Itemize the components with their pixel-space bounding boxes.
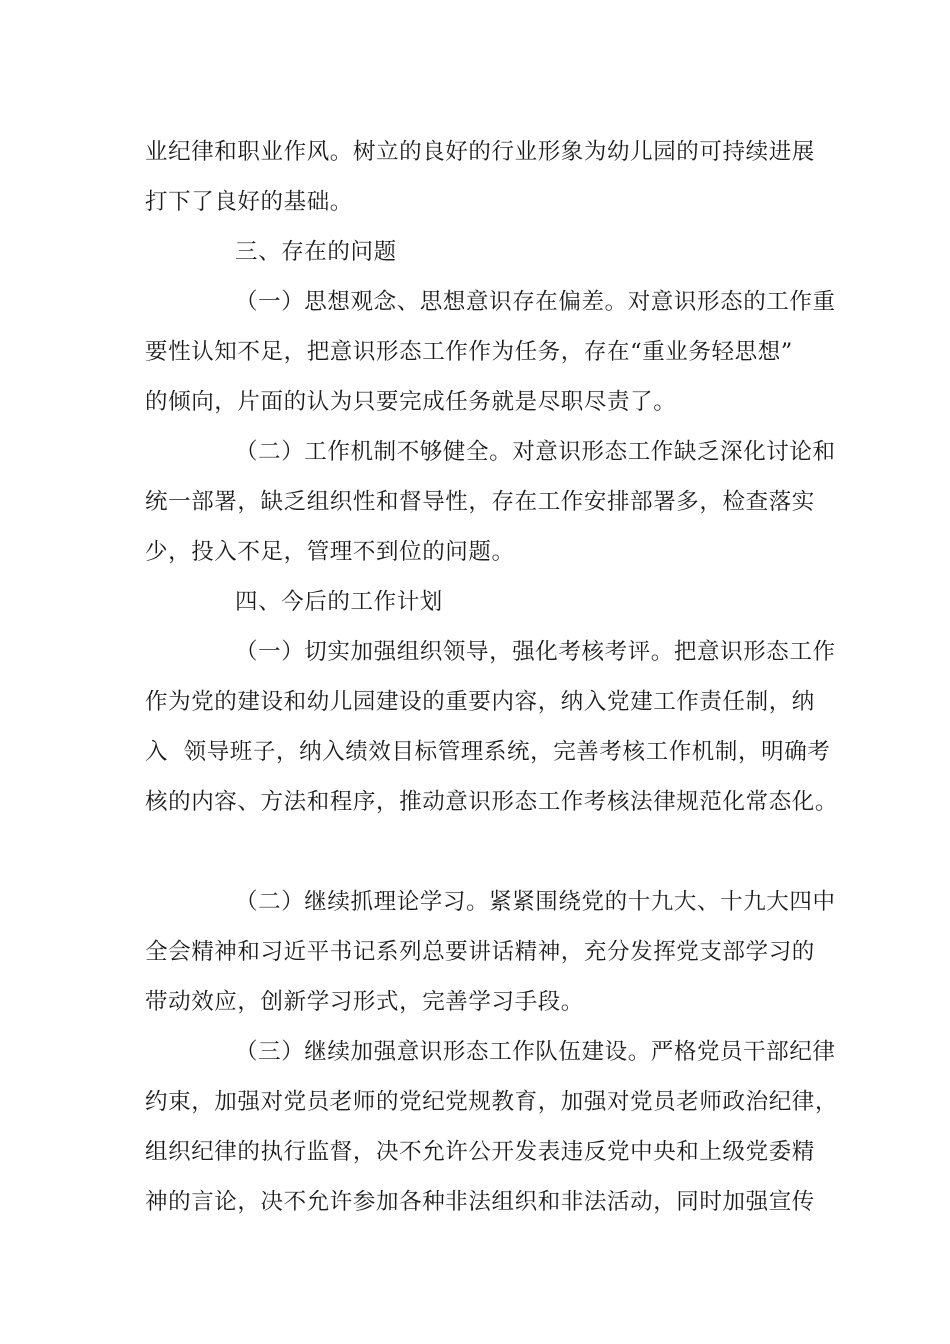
text-line: 打下了良好的基础。 [145, 189, 353, 215]
text-line: 核的内容、方法和程序，推动意识形态工作考核法律规范化常态化。 [145, 789, 839, 815]
section-heading-plan: 四、今后的工作计划 [235, 589, 443, 615]
text-line: 业纪律和职业作风。树立的良好的行业形象为幼儿园的可持续进展 [145, 139, 815, 165]
text-line: 约束，加强对党员老师的党纪党规教育，加强对党员老师政治纪律， [145, 1089, 839, 1115]
paragraph-start: （二）继续抓理论学习。紧紧围绕党的十九大、十九大四中 [235, 889, 836, 915]
text-line: 要性认知不足，把意识形态工作作为任务，存在“重业务轻思想” [145, 339, 793, 365]
text-line: 作为党的建设和幼儿园建设的重要内容，纳入党建工作责任制，纳 [145, 689, 815, 715]
text-line: 带动效应，创新学习形式，完善学习手段。 [145, 989, 584, 1015]
text-line: 入 领导班子，纳入绩效目标管理系统，完善考核工作机制，明确考 [145, 739, 831, 765]
text-line: 的倾向，片面的认为只要完成任务就是尽职尽责了。 [145, 389, 677, 415]
text-line: 全会精神和习近平书记系列总要讲话精神，充分发挥党支部学习的 [145, 939, 815, 965]
section-heading-problems: 三、存在的问题 [235, 239, 397, 265]
paragraph-start: （二）工作机制不够健全。对意识形态工作缺乏深化讨论和 [235, 439, 836, 465]
paragraph-start: （一）切实加强组织领导，强化考核考评。把意识形态工作 [235, 639, 836, 665]
text-line: 少，投入不足，管理不到位的问题。 [145, 539, 515, 565]
text-line: 神的言论，决不允许参加各种非法组织和非法活动，同时加强宣传 [145, 1189, 815, 1215]
paragraph-start: （三）继续加强意识形态工作队伍建设。严格党员干部纪律 [235, 1039, 836, 1065]
text-line: 组织纪律的执行监督，决不允许公开发表违反党中央和上级党委精 [145, 1139, 815, 1165]
paragraph-start: （一）思想观念、思想意识存在偏差。对意识形态的工作重 [235, 289, 836, 315]
text-line: 统一部署，缺乏组织性和督导性，存在工作安排部署多，检查落实 [145, 489, 815, 515]
